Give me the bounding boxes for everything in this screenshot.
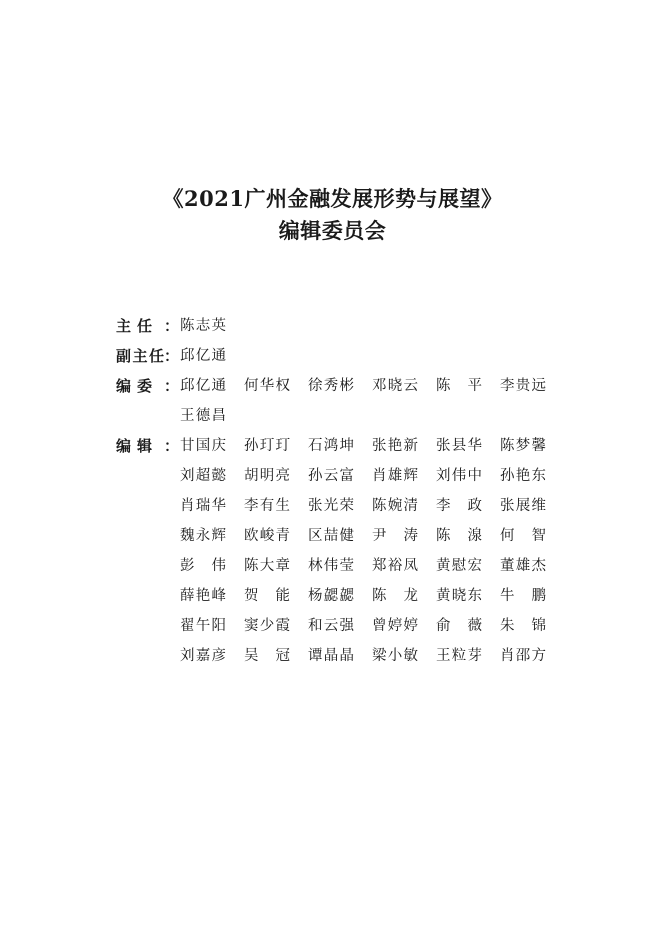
person-name: 贺能 — [244, 588, 290, 604]
person-name: 王粒芽 — [436, 648, 482, 664]
person-name: 徐秀彬 — [308, 378, 354, 394]
person-name: 杨勰勰 — [308, 588, 354, 604]
person-name: 李贵远 — [500, 378, 546, 394]
person-name: 孙艳东 — [500, 468, 546, 484]
person-name: 谭晶晶 — [308, 648, 354, 664]
person-name: 曾婷婷 — [372, 618, 418, 634]
person-name: 陈志英 — [180, 318, 226, 334]
person-name: 黄晓东 — [436, 588, 482, 604]
person-name: 欧峻青 — [244, 528, 290, 544]
director-label: 主任 — [116, 317, 152, 335]
person-name: 和云强 — [308, 618, 354, 634]
person-name: 张艳新 — [372, 438, 418, 454]
person-name: 邱亿通 — [180, 378, 226, 394]
deputy-director-label: 副主任 — [116, 347, 164, 365]
person-name: 张光荣 — [308, 498, 354, 514]
person-name: 林伟莹 — [308, 558, 354, 574]
person-name: 刘嘉彦 — [180, 648, 226, 664]
person-name: 陈梦馨 — [500, 438, 546, 454]
person-name: 甘国庆 — [180, 438, 226, 454]
person-name: 石鸿坤 — [308, 438, 354, 454]
person-name: 彭伟 — [180, 558, 226, 574]
committee-colon: ： — [164, 377, 180, 395]
person-name: 肖瑞华 — [180, 498, 226, 514]
person-name: 陈湶 — [436, 528, 482, 544]
person-name: 区喆健 — [308, 528, 354, 544]
person-name: 张展维 — [500, 498, 546, 514]
person-name: 张县华 — [436, 438, 482, 454]
person-name: 李有生 — [244, 498, 290, 514]
person-name: 陈大章 — [244, 558, 290, 574]
person-name: 孙玎玎 — [244, 438, 290, 454]
editors-colon: ： — [164, 437, 180, 455]
person-name: 薛艳峰 — [180, 588, 226, 604]
person-name: 窦少霞 — [244, 618, 290, 634]
person-name: 尹涛 — [372, 528, 418, 544]
person-name: 董雄杰 — [500, 558, 546, 574]
person-name: 朱锦 — [500, 618, 546, 634]
editors-label: 编辑 — [116, 437, 152, 455]
deputy-director-colon: ： — [164, 347, 180, 365]
person-name: 翟午阳 — [180, 618, 226, 634]
person-name: 吴冠 — [244, 648, 290, 664]
person-name: 魏永辉 — [180, 528, 226, 544]
person-name: 黄慰宏 — [436, 558, 482, 574]
person-name: 刘伟中 — [436, 468, 482, 484]
person-name: 刘超懿 — [180, 468, 226, 484]
person-name: 郑裕凤 — [372, 558, 418, 574]
document-subtitle: 编辑委员会 — [278, 218, 387, 243]
person-name: 何华权 — [244, 378, 290, 394]
person-name: 陈婉清 — [372, 498, 418, 514]
person-name: 孙云富 — [308, 468, 354, 484]
committee-label: 编委 — [116, 377, 152, 395]
person-name: 胡明亮 — [244, 468, 290, 484]
person-name: 邱亿通 — [180, 348, 226, 364]
person-name: 梁小敏 — [372, 648, 418, 664]
person-name: 陈龙 — [372, 588, 418, 604]
person-name: 牛鹏 — [500, 588, 546, 604]
person-name: 李政 — [436, 498, 482, 514]
person-name: 肖邵方 — [500, 648, 546, 664]
director-colon: ： — [164, 317, 180, 335]
person-name: 陈平 — [436, 378, 482, 394]
person-name: 王德昌 — [180, 408, 226, 424]
document-title: 《2021广州金融发展形势与展望》 — [162, 186, 503, 211]
person-name: 邓晓云 — [372, 378, 418, 394]
person-name: 何智 — [500, 528, 546, 544]
person-name: 俞薇 — [436, 618, 482, 634]
person-name: 肖雄辉 — [372, 468, 418, 484]
